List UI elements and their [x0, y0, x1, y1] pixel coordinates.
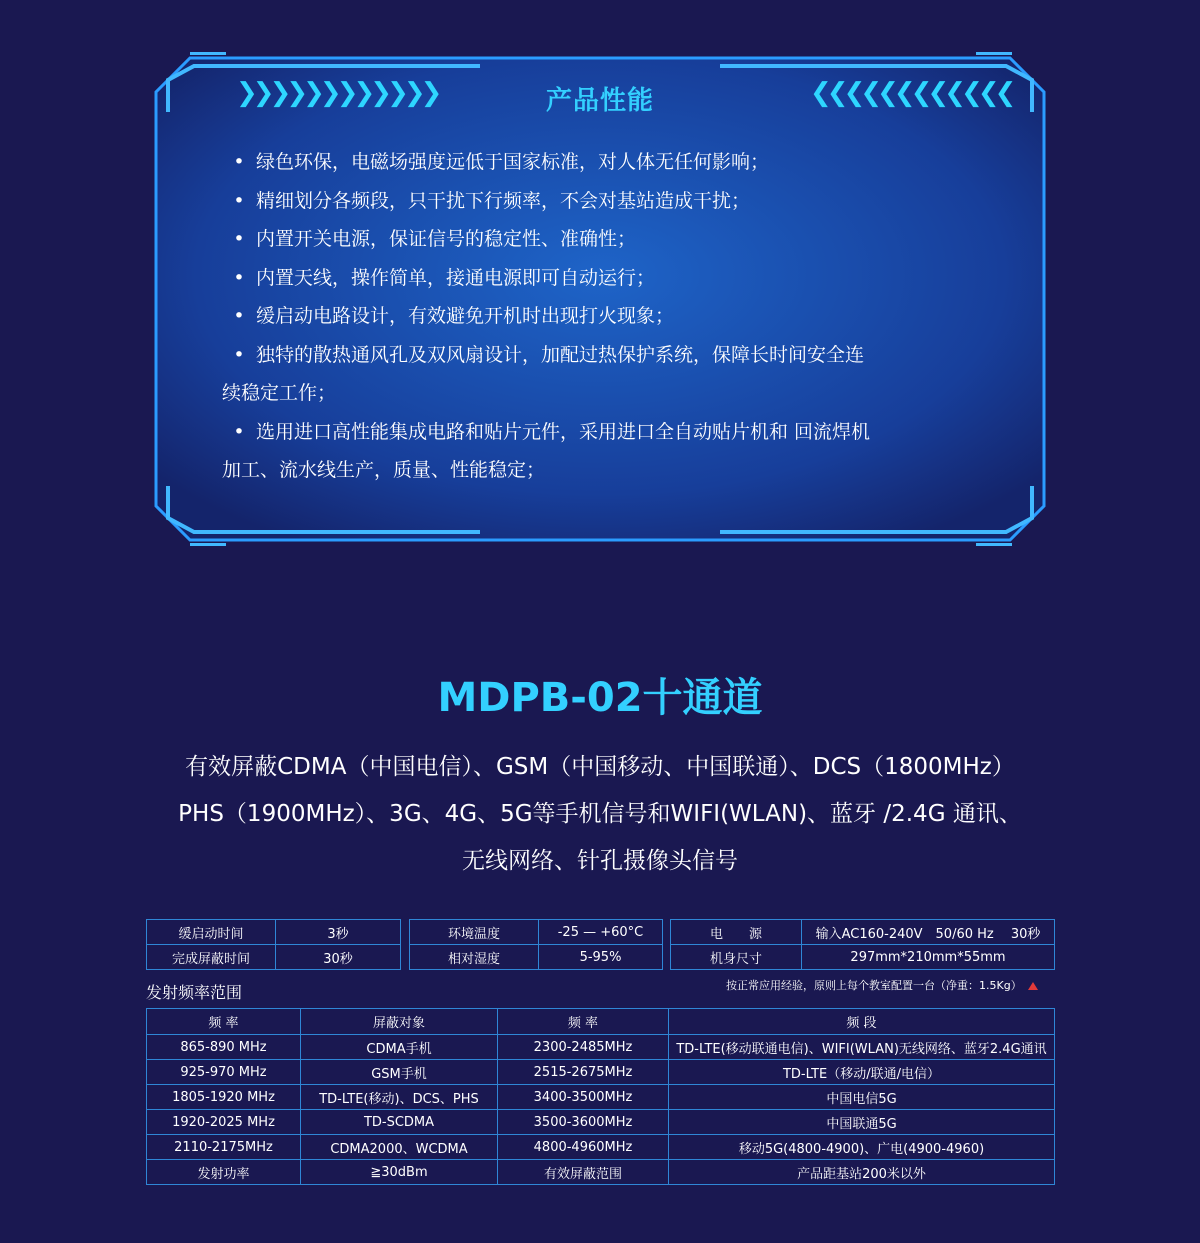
chevrons-left-icon: ❯❯❯❯❯❯❯❯❯❯❯❯	[236, 78, 438, 108]
column-header: 频 率	[498, 1009, 669, 1035]
column-header: 屏蔽对象	[301, 1009, 498, 1035]
description-line: PHS（1900MHz）、3G、4G、5G等手机信号和WIFI(WLAN)、蓝牙 /2.4G 通讯、	[178, 801, 1022, 827]
feature-item: • 内置开关电源，保证信号的稳定性、准确性；	[222, 220, 982, 259]
table-cell: 4800-4960MHz	[498, 1135, 669, 1160]
bullet-icon: •	[233, 151, 245, 173]
frequency-table	[146, 1008, 1055, 1185]
table-cell: 865-890 MHz	[147, 1035, 301, 1060]
spec-value: 3秒	[276, 920, 401, 945]
panel-title: 产品性能	[545, 86, 654, 116]
table-row	[147, 1085, 1055, 1110]
bullet-icon: •	[233, 189, 245, 212]
spec-table-environment	[409, 919, 663, 970]
table-header-row	[147, 1009, 1055, 1035]
bullet-icon: •	[233, 228, 245, 250]
spec-label: 电 源	[671, 920, 802, 945]
table-cell: ≧30dBm	[301, 1160, 498, 1185]
column-header: 频 率	[147, 1009, 301, 1035]
spec-label: 机身尺寸	[671, 945, 802, 970]
table-row	[147, 1160, 1055, 1185]
table-cell: 3500-3600MHz	[498, 1110, 669, 1135]
description-line: 有效屏蔽CDMA（中国电信）、GSM（中国移动、中国联通）、DCS（1800MHz）	[185, 754, 1015, 780]
spec-value: 输入AC160-240V 50/60 Hz 30秒	[802, 920, 1055, 945]
table-cell: 中国电信5G	[669, 1085, 1055, 1110]
table-cell: 移动5G(4800-4900)、广电(4900-4960)	[669, 1135, 1055, 1160]
feature-list	[222, 143, 982, 490]
bullet-icon: •	[233, 305, 245, 327]
spec-table-timing	[146, 919, 401, 970]
feature-item: • 选用进口高性能集成电路和贴片元件，采用进口全自动贴片机和 回流焊机	[222, 413, 982, 452]
feature-item-continued: 续稳定工作；	[222, 382, 337, 404]
table-cell: 2300-2485MHz	[498, 1035, 669, 1060]
feature-item: • 内置天线，操作简单，接通电源即可自动运行；	[222, 259, 982, 298]
warning-triangle-icon	[1028, 982, 1038, 990]
table-cell: TD-LTE(移动)、DCS、PHS	[301, 1085, 498, 1110]
table-cell: 1805-1920 MHz	[147, 1085, 301, 1110]
spec-value: 30秒	[276, 945, 401, 970]
table-cell: 1920-2025 MHz	[147, 1110, 301, 1135]
table-row	[671, 945, 1055, 970]
table-row	[671, 920, 1055, 945]
feature-item: • 独特的散热通风孔及双风扇设计，加配过热保护系统，保障长时间安全连	[222, 336, 982, 375]
table-cell: CDMA2000、WCDMA	[301, 1135, 498, 1160]
table-cell: CDMA手机	[301, 1035, 498, 1060]
model-title: MDPB-02十通道	[437, 675, 763, 721]
feature-item: • 精细划分各频段，只干扰下行频率，不会对基站造成干扰；	[222, 182, 982, 221]
feature-panel	[150, 52, 1050, 546]
table-cell: TD-LTE(移动联通电信)、WIFI(WLAN)无线网络、蓝牙2.4G通讯	[669, 1035, 1055, 1060]
table-row	[147, 1110, 1055, 1135]
table-cell: 有效屏蔽范围	[498, 1160, 669, 1185]
column-header: 频 段	[669, 1009, 1055, 1035]
table-row	[147, 1035, 1055, 1060]
table-cell: 2110-2175MHz	[147, 1135, 301, 1160]
spec-label: 相对湿度	[410, 945, 539, 970]
table-cell: 925-970 MHz	[147, 1060, 301, 1085]
spec-table-power	[670, 919, 1055, 970]
spec-label: 环境温度	[410, 920, 539, 945]
spec-value: -25 — +60°C	[539, 920, 663, 945]
table-cell: TD-SCDMA	[301, 1110, 498, 1135]
table-cell: GSM手机	[301, 1060, 498, 1085]
table-cell: 2515-2675MHz	[498, 1060, 669, 1085]
table-row	[147, 1060, 1055, 1085]
spec-value: 297mm*210mm*55mm	[802, 945, 1055, 970]
model-description	[130, 744, 1070, 885]
bullet-icon: •	[233, 343, 245, 366]
freq-section-label: 发射频率范围	[146, 983, 243, 1002]
spec-value: 5-95%	[539, 945, 663, 970]
table-cell: 中国联通5G	[669, 1110, 1055, 1135]
table-row	[410, 945, 663, 970]
table-cell: 3400-3500MHz	[498, 1085, 669, 1110]
bullet-icon: •	[233, 266, 245, 289]
feature-item-continued: 加工、流水线生产，质量、性能稳定；	[222, 459, 546, 481]
spec-note: 按正常应用经验，原则上每个教室配置一台（净重：1.5Kg）	[726, 977, 1038, 993]
table-cell: 产品距基站200米以外	[669, 1160, 1055, 1185]
bullet-icon: •	[233, 420, 245, 443]
feature-item: • 缓启动电路设计，有效避免开机时出现打火现象；	[222, 297, 982, 336]
table-cell: 发射功率	[147, 1160, 301, 1185]
table-row	[410, 920, 663, 945]
table-row	[147, 945, 401, 970]
chevrons-right-icon: ❮❮❮❮❮❮❮❮❮❮❮❮	[810, 78, 1012, 108]
description-line: 无线网络、针孔摄像头信号	[462, 848, 738, 874]
table-row	[147, 920, 401, 945]
feature-item: • 绿色环保，电磁场强度远低于国家标准，对人体无任何影响；	[222, 143, 982, 182]
spec-label: 完成屏蔽时间	[147, 945, 276, 970]
spec-label: 缓启动时间	[147, 920, 276, 945]
table-row	[147, 1135, 1055, 1160]
table-cell: TD-LTE（移动/联通/电信）	[669, 1060, 1055, 1085]
